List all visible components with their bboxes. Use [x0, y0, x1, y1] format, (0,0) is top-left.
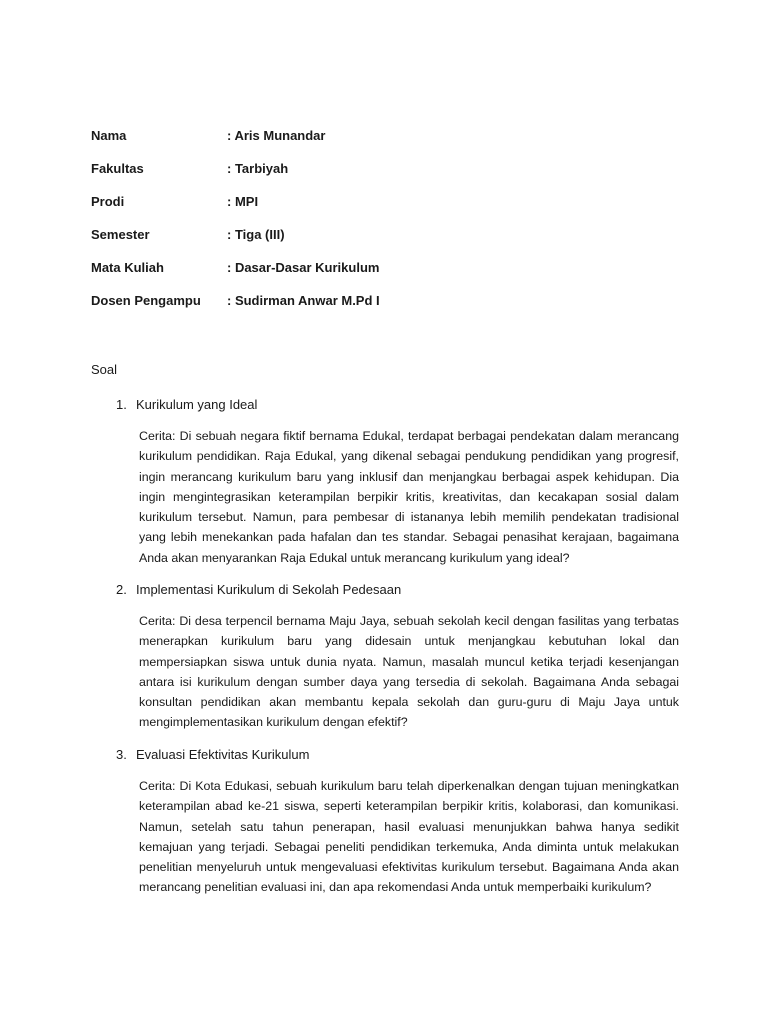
question-heading-1: [116, 396, 257, 414]
question-number: 3.: [116, 747, 127, 762]
identity-label: Semester: [91, 227, 150, 242]
identity-value: : Dasar-Dasar Kurikulum: [227, 260, 380, 275]
identity-value: : Tarbiyah: [227, 161, 289, 176]
identity-label: Prodi: [91, 194, 125, 209]
identity-value: : Sudirman Anwar M.Pd I: [227, 293, 380, 308]
question-heading-3: [116, 746, 309, 764]
identity-value: : Tiga (III): [227, 227, 285, 242]
question-number: 2.: [116, 582, 127, 597]
question-story-3: Cerita: Di Kota Edukasi, sebuah kurikulum baru telah diperkenalkan dengan tujuan meningkatkan keterampilan abad ke-21 siswa, seperti keterampilan berpikir kritis, kolaborasi, dan komunikasi. Namun, setelah satu tahun penerapan, hasil evaluasi menunjukkan bahwa hanya sedikit kemajuan yang terjadi. Sebagai peneliti pendidikan terkemuka, Anda diminta untuk melakukan penelitian menyeluruh untuk mengevaluasi efektivitas kurikulum tersebut. Bagaimana Anda akan merancang penelitian evaluasi ini, dan apa rekomendasi Anda untuk memperbaiki kurikulum?: [139, 779, 679, 895]
question-title: Implementasi Kurikulum di Sekolah Pedesaan: [136, 582, 402, 597]
identity-label: Dosen Pengampu: [91, 293, 201, 308]
identity-value: : MPI: [227, 194, 259, 209]
identity-label: Nama: [91, 128, 127, 143]
identity-label: Fakultas: [91, 161, 144, 176]
section-title: Soal: [91, 362, 118, 377]
question-title: Evaluasi Efektivitas Kurikulum: [136, 747, 310, 762]
identity-value: : Aris Munandar: [227, 128, 326, 143]
question-story-1: Cerita: Di sebuah negara fiktif bernama Edukal, terdapat berbagai pendekatan dalam merancang kurikulum pendidikan. Raja Edukal, yang dikenal sebagai pendukung pendidikan yang progresif, ingin merancang kurikulum baru yang inklusif dan menjangkau berbagai aspek kehidupan. Dia ingin mengintegrasikan keterampilan berpikir kritis, kreativitas, dan kecakapan sosial dalam kurikulum tersebut. Namun, para pembesar di istananya lebih memilih pendekatan tradisional yang lebih menekankan pada hafalan dan tes standar. Sebagai penasihat kerajaan, bagaimana Anda akan menyarankan Raja Edukal untuk merancang kurikulum yang ideal?: [139, 429, 679, 565]
question-story-2: Cerita: Di desa terpencil bernama Maju Jaya, sebuah sekolah kecil dengan fasilitas yang terbatas menerapkan kurikulum baru yang didesain untuk menjangkau kebutuhan lokal dan mempersiapkan siswa untuk dunia nyata. Namun, masalah muncul ketika terjadi kesenjangan antara isi kurikulum dengan sumber daya yang tersedia di sekolah. Bagaimana Anda sebagai konsultan pendidikan akan membantu kepala sekolah dan guru-guru di Maju Jaya untuk mengimplementasikan kurikulum dengan efektif?: [139, 614, 679, 730]
question-heading-2: [116, 581, 401, 599]
question-number: 1.: [116, 397, 127, 412]
question-title: Kurikulum yang Ideal: [136, 397, 258, 412]
identity-label: Mata Kuliah: [91, 260, 164, 275]
